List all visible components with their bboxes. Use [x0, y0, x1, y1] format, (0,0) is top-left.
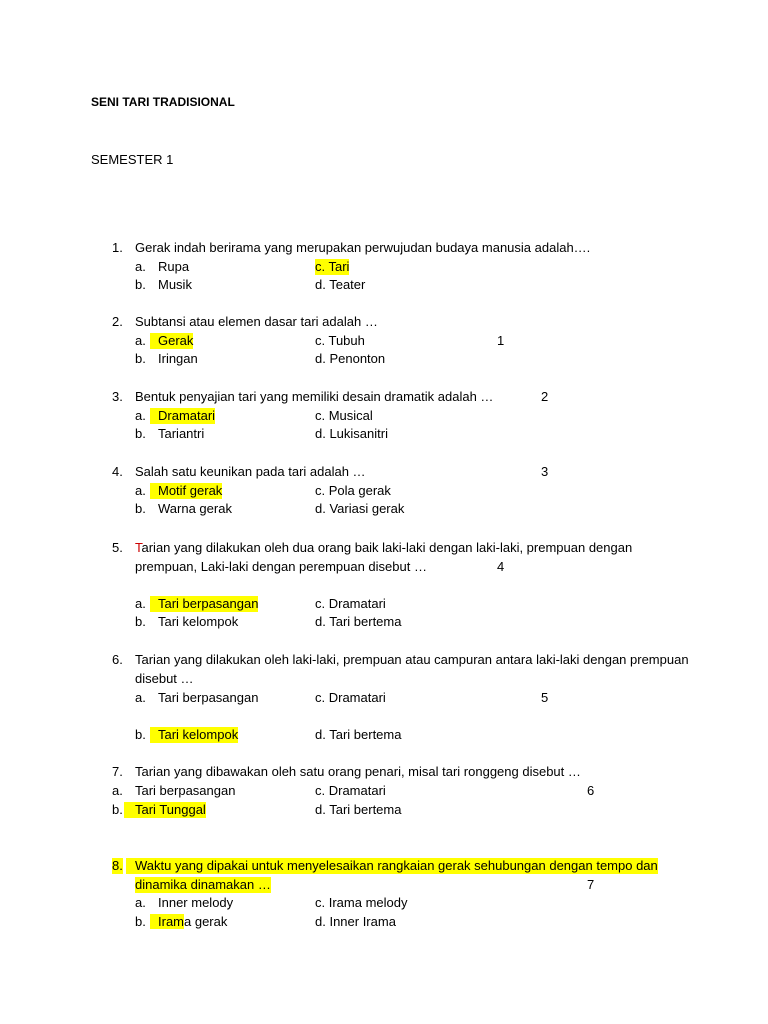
option-b: Tari kelompok [158, 614, 239, 629]
option-a-label: a. [135, 690, 146, 705]
option-b-highlighted-part: Iram [150, 914, 184, 929]
option-b: Musik [158, 277, 192, 292]
question-text: Tarian yang dilakukan oleh laki-laki, prempuan atau campuran antara laki-laki dengan prempuan [135, 652, 689, 667]
option-a-label: a. [135, 483, 146, 498]
question-text: Waktu yang dipakai untuk menyelesaikan rangkaian gerak sehubungan dengan tempo dan [126, 858, 658, 874]
question-text-line-2: prempuan, Laki-laki dengan perempuan disebut … [135, 559, 427, 574]
option-a-answer: Dramatari [150, 408, 215, 424]
question-text-rest: arian yang dilakukan oleh dua orang baik laki-laki dengan laki-laki, prempuan dengan [141, 540, 633, 555]
option-c: c. Dramatari [315, 596, 386, 611]
option-b-label: b. [135, 426, 146, 441]
question-text [135, 540, 632, 556]
option-b: Iringan [158, 351, 198, 366]
option-d: d. Teater [315, 277, 366, 292]
option-b-label: b. [135, 727, 146, 742]
question-text: Salah satu keunikan pada tari adalah … [135, 464, 366, 479]
question-first-letter: T [135, 540, 142, 555]
option-d: d. Tari bertema [315, 727, 402, 742]
question-text: Tarian yang dibawakan oleh satu orang penari, misal tari ronggeng disebut … [135, 764, 581, 779]
question-number: 4. [112, 464, 123, 479]
option-a-answer: Motif gerak [150, 483, 222, 499]
option-c-answer: c. Tari [315, 259, 350, 274]
option-b: Tariantri [158, 426, 205, 441]
option-a-answer: Tari berpasangan [150, 596, 258, 612]
option-a-label: a. [135, 408, 146, 423]
option-b-answer [150, 914, 227, 930]
option-d: d. Penonton [315, 351, 386, 366]
question-text-line-2: dinamika dinamakan … [135, 877, 271, 892]
side-number: 3 [541, 464, 549, 479]
option-d: d. Tari bertema [315, 614, 402, 629]
question-text: Bentuk penyajian tari yang memiliki desain dramatik adalah … [135, 389, 494, 404]
option-d: d. Inner Irama [315, 914, 396, 929]
question-number: 6. [112, 652, 123, 667]
question-number: 8. [112, 858, 123, 873]
option-d: d. Tari bertema [315, 802, 402, 817]
option-a-label: a. [135, 596, 146, 611]
option-b-answer: Tari Tunggal [124, 802, 206, 818]
side-number: 6 [587, 783, 595, 798]
option-a: Inner melody [158, 895, 234, 910]
option-b: Warna gerak [158, 501, 232, 516]
option-a-label: a. [112, 783, 123, 798]
side-number: 4 [497, 559, 505, 574]
side-number: 2 [541, 389, 549, 404]
option-a: Rupa [158, 259, 190, 274]
question-number: 7. [112, 764, 123, 779]
option-a-label: a. [135, 333, 146, 348]
option-b-label: b. [112, 802, 123, 817]
side-number: 7 [587, 877, 595, 892]
question-number: 2. [112, 314, 123, 329]
option-c: c. Dramatari [315, 690, 386, 705]
option-c: c. Pola gerak [315, 483, 391, 498]
option-a: Tari berpasangan [158, 690, 259, 705]
side-number: 5 [541, 690, 549, 705]
option-c: c. Irama melody [315, 895, 408, 910]
option-d: d. Variasi gerak [315, 501, 405, 516]
question-text: Gerak indah berirama yang merupakan perwujudan budaya manusia adalah…. [135, 240, 591, 255]
option-b-label: b. [135, 914, 146, 929]
option-c: c. Dramatari [315, 783, 386, 798]
option-b-label: b. [135, 501, 146, 516]
option-b-label: b. [135, 277, 146, 292]
question-text: Subtansi atau elemen dasar tari adalah … [135, 314, 378, 329]
side-number: 1 [497, 333, 505, 348]
option-b-label: b. [135, 351, 146, 366]
question-number: 3. [112, 389, 123, 404]
question-text-line-2: disebut … [135, 671, 194, 686]
option-c: c. Musical [315, 408, 373, 423]
option-a: Tari berpasangan [135, 783, 236, 798]
option-b-rest: a gerak [184, 914, 228, 929]
question-number: 1. [112, 240, 123, 255]
option-b-answer: Tari kelompok [150, 727, 238, 743]
option-a-label: a. [135, 895, 146, 910]
semester-label: SEMESTER 1 [91, 152, 174, 167]
option-a-answer: Gerak [150, 333, 193, 349]
document-title: SENI TARI TRADISIONAL [91, 95, 235, 109]
option-a-label: a. [135, 259, 146, 274]
option-b-label: b. [135, 614, 146, 629]
question-number: 5. [112, 540, 123, 555]
option-d: d. Lukisanitri [315, 426, 388, 441]
option-c: c. Tubuh [315, 333, 365, 348]
